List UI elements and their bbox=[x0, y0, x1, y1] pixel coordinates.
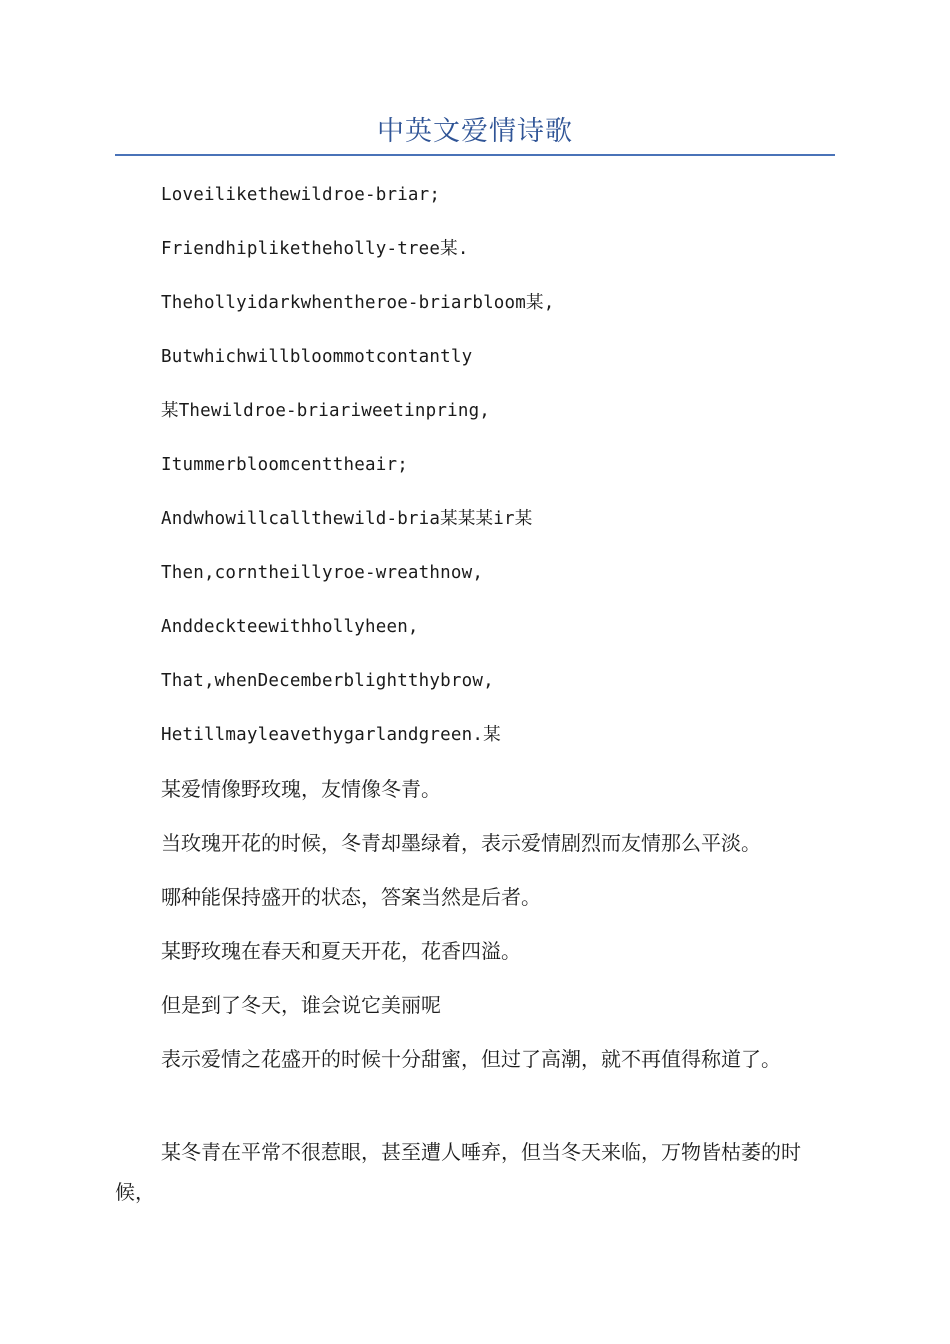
poem-line: That,whenDecemberblightthybrow, bbox=[161, 671, 494, 691]
poem-line: Itummerbloomcenttheair; bbox=[161, 455, 408, 475]
poem-line: Butwhichwillbloommotcontantly bbox=[161, 347, 473, 367]
translation-line: 哪种能保持盛开的状态，答案当然是后者。 bbox=[161, 885, 541, 909]
translation-line: 当玫瑰开花的时候，冬青却墨绿着，表示爱情剧烈而友情那么平淡。 bbox=[161, 831, 761, 855]
translation-line: 某野玫瑰在春天和夏天开花，花香四溢。 bbox=[161, 939, 521, 963]
poem-line: Anddeckteewithhollyheen, bbox=[161, 617, 419, 637]
poem-line: 某Thewildroe-briariweetinpring, bbox=[161, 401, 491, 421]
title-underline bbox=[115, 154, 835, 156]
body-paragraph: 某冬青在平常不很惹眼，甚至遭人唾弃，但当冬天来临，万物皆枯萎的时候， bbox=[115, 1140, 801, 1204]
poem-line: Then,corntheillyroe-wreathnow, bbox=[161, 563, 484, 583]
poem-line: Andwhowillcallthewild-bria某某某ir某 bbox=[161, 509, 533, 529]
translation-line: 某爱情像野玫瑰，友情像冬青。 bbox=[161, 777, 441, 801]
poem-line: Friendhipliketheholly-tree某. bbox=[161, 239, 469, 259]
translation-line: 但是到了冬天，谁会说它美丽呢 bbox=[161, 993, 441, 1017]
poem-line: Hetillmayleavethygarlandgreen.某 bbox=[161, 725, 501, 745]
body-paragraph: 表示爱情之花盛开的时候十分甜蜜，但过了高潮，就不再值得称道了。 bbox=[161, 1047, 781, 1071]
poem-line: Thehollyidarkwhentheroe-briarbloom某, bbox=[161, 293, 555, 313]
poem-line: Loveilikethewildroe-briar; bbox=[161, 185, 441, 205]
document-title: 中英文爱情诗歌 bbox=[377, 116, 573, 147]
